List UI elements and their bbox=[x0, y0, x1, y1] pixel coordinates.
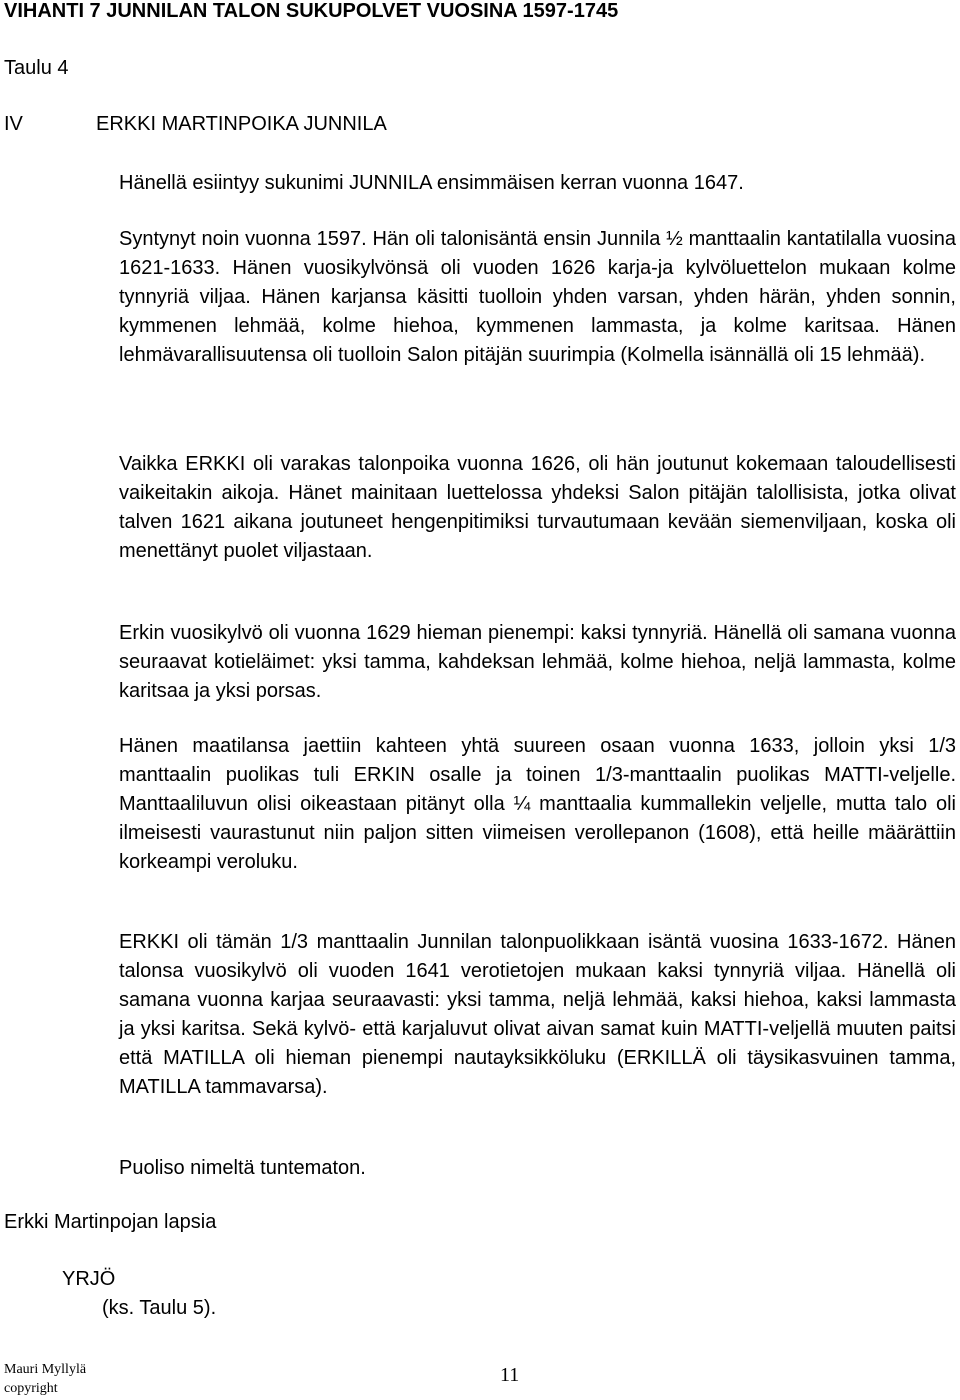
paragraph-farm-division: Hänen maatilansa jaettiin kahteen yhtä suureen osaan vuonna 1633, jolloin yksi 1/3 manttaalin puolikas tuli ERKIN osalle ja toinen 1/3-manttaalin puolikas MATTI-veljelle. Manttaaliluvun olisi oikeastaan pitänyt olla ¼ manttaalia kummallekin veljelle, mutta talo oli ilmeisesti vaurastunut niin paljon sitten viimeisen verollepanon (1608), että heille määrättiin korkeampi veroluku. bbox=[119, 735, 956, 873]
paragraph-1629: Erkin vuosikylvö oli vuonna 1629 hieman pienempi: kaksi tynnyriä. Hänellä oli samana vuonna seuraavat kotieläimet: yksi tamma, kahdeksan lehmää, kolme hiehoa, neljä lammasta, kolme karitsaa ja yksi porsas. bbox=[119, 622, 956, 702]
children-heading: Erkki Martinpojan lapsia bbox=[4, 1211, 217, 1233]
footer-author: Mauri Myllylä bbox=[4, 1362, 87, 1377]
table-label: Taulu 4 bbox=[4, 57, 69, 79]
child-reference: (ks. Taulu 5). bbox=[102, 1297, 217, 1319]
paragraph-birth-and-farm: Syntynyt noin vuonna 1597. Hän oli talonisäntä ensin Junnila ½ manttaalin kantatilalla vuosina 1621-1633. Hänen vuosikylvönsä oli vuoden 1626 karja-ja kylvöluettelon mukaan kolme tynnyriä viljaa. Hänen karjansa käsitti tuolloin yhden varsan, yhden härän, yhden sonnin, kymmenen lehmää, kolme hiehoa, kymmenen lammasta, ja kolme karitsaa. Hänen lehmävarallisuutensa oli tuolloin Salon pitäjän suurimpia (Kolmella isännällä oli 15 lehmää). bbox=[119, 228, 956, 366]
paragraph-master-period: ERKKI oli tämän 1/3 manttaalin Junnilan talonpuolikkaan isäntä vuosina 1633-1672. Hänen talonsa vuosikylvö oli vuoden 1641 verotietojen mukaan kaksi tynnyriä viljaa. Hänellä oli samana vuonna karjaa seuraavasti: yksi tamma, neljä lehmää, kaksi hiehoa, kaksi lammasta ja yksi karitsa. Sekä kylvö- että karjaluvut olivat aivan samat kuin MATTI-veljellä muuten paitsi että MATILLA oli hieman pienempi nautayksikköluku (ERKILLÄ oli täysikasvuinen tamma, MATILLA tammavarsa). bbox=[119, 931, 956, 1098]
paragraph-spouse: Puoliso nimeltä tuntematon. bbox=[119, 1157, 366, 1179]
person-name: ERKKI MARTINPOIKA JUNNILA bbox=[96, 113, 387, 135]
footer-copyright: copyright bbox=[4, 1381, 58, 1396]
paragraph-surname: Hänellä esiintyy sukunimi JUNNILA ensimmäisen kerran vuonna 1647. bbox=[119, 172, 744, 194]
paragraph-hard-times: Vaikka ERKKI oli varakas talonpoika vuonna 1626, oli hän joutunut kokemaan taloudellisesti vaikeitakin aikoja. Hänet mainitaan luettelossa yhdeksi Salon pitäjän talollisista, jotka olivat talven 1621 aikana joutuneet hengenpitimiksi turvautumaan kevään siemenviljaan, koska oli menettänyt puolet viljastaan. bbox=[119, 453, 956, 562]
page-number: 11 bbox=[500, 1364, 520, 1386]
generation-number: IV bbox=[4, 113, 23, 135]
page-title: VIHANTI 7 JUNNILAN TALON SUKUPOLVET VUOSINA 1597-1745 bbox=[4, 0, 619, 22]
child-name: YRJÖ bbox=[62, 1268, 116, 1290]
